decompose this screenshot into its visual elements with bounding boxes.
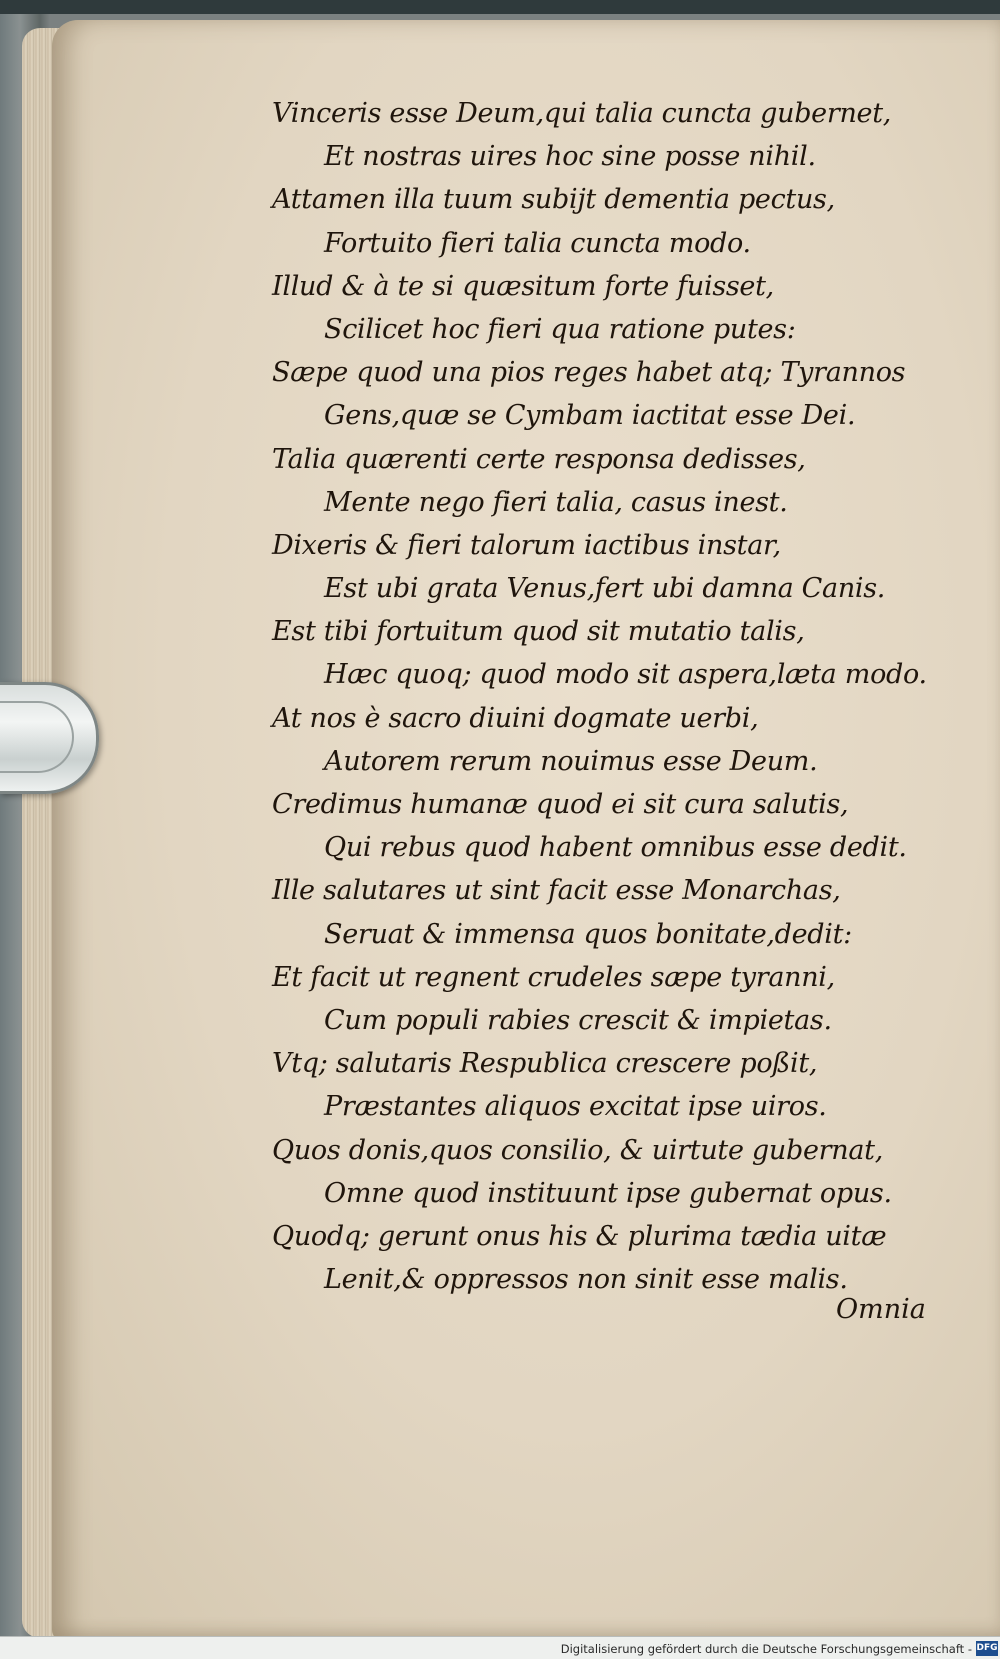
verse-line-27: Quodq; gerunt onus his & plurima tædia uitæ xyxy=(272,1220,887,1252)
verse-line-7: Sæpe quod una pios reges habet atq; Tyrannos xyxy=(272,357,906,389)
verse-line-3: Attamen illa tuum subijt dementia pectus, xyxy=(272,184,835,216)
footer-bar xyxy=(0,1636,1000,1659)
verse-line-13: Est tibi fortuitum quod sit mutatio talis, xyxy=(272,616,805,648)
verse-line-10: Mente nego fieri talia, casus inest. xyxy=(324,486,788,518)
verse-line-28: Lenit,& oppressos non sinit esse malis. xyxy=(324,1264,848,1296)
verse-line-6: Scilicet hoc fieri qua ratione putes: xyxy=(324,313,796,345)
verse-line-26: Omne quod instituunt ipse gubernat opus. xyxy=(324,1177,892,1209)
verse-line-22: Cum populi rabies crescit & impietas. xyxy=(324,1004,832,1036)
verse-line-24: Præstantes aliquos excitat ipse uiros. xyxy=(324,1091,827,1123)
dfg-logo: DFG xyxy=(976,1641,998,1656)
verse-line-5: Illud & à te si quæsitum forte fuisset, xyxy=(272,270,774,302)
verse-line-23: Vtq; salutaris Respublica crescere poßit, xyxy=(272,1048,818,1080)
verse-line-1: Vinceris esse Deum,qui talia cuncta gubernet, xyxy=(272,98,892,129)
verse-line-14: Hæc quoq; quod modo sit aspera,læta modo. xyxy=(324,659,927,691)
verse-line-4: Fortuito fieri talia cuncta modo. xyxy=(324,227,751,259)
funding-credit: Digitalisierung gefördert durch die Deutsche Forschungsgemeinschaft - xyxy=(560,1642,972,1656)
verse-line-25: Quos donis,quos consilio, & uirtute gubernat, xyxy=(272,1134,883,1166)
verse-line-9: Talia quærenti certe responsa dedisses, xyxy=(272,443,806,475)
verse-line-11: Dixeris & fieri talorum iactibus instar, xyxy=(272,529,781,561)
verse-line-2: Et nostras uires hoc sine posse nihil. xyxy=(324,141,816,173)
verse-line-15: At nos è sacro diuini dogmate uerbi, xyxy=(272,702,759,734)
verse-line-21: Et facit ut regnent crudeles sæpe tyranni, xyxy=(272,961,835,993)
verse-line-16: Autorem rerum nouimus esse Deum. xyxy=(324,745,818,777)
verse-line-17: Credimus humanæ quod ei sit cura salutis, xyxy=(272,789,849,820)
verse-line-18: Qui rebus quod habent omnibus esse dedit. xyxy=(324,832,907,864)
page-clip xyxy=(0,682,99,794)
verse-line-19: Ille salutares ut sint facit esse Monarchas, xyxy=(272,875,841,907)
poem-text-block xyxy=(272,92,927,1301)
catchword: Omnia xyxy=(836,1294,926,1325)
page-clip-inner xyxy=(0,701,74,773)
verse-line-12: Est ubi grata Venus,fert ubi damna Canis. xyxy=(324,573,886,605)
verse-line-20: Seruat & immensa quos bonitate,dedit: xyxy=(324,918,852,950)
scanner-edge xyxy=(0,0,1000,14)
verse-line-8: Gens,quæ se Cymbam iactitat esse Dei. xyxy=(324,400,856,432)
